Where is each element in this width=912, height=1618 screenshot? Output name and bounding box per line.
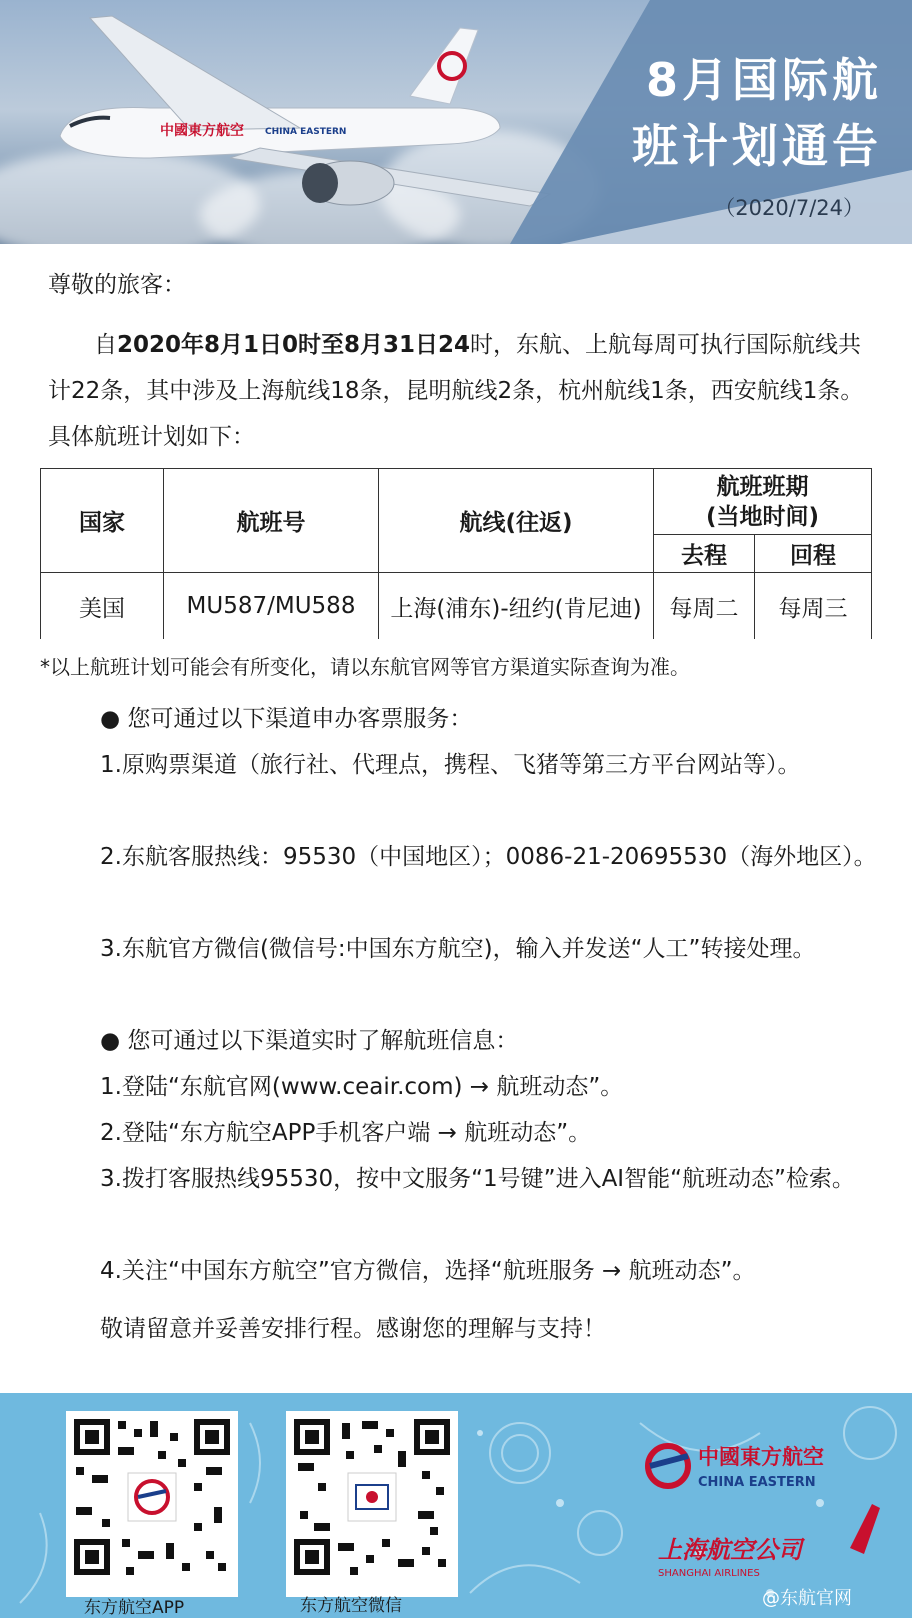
livery-cn-text: 中國東方航空 — [160, 123, 244, 139]
list-item: 1.登陆“东航官网(www.ceair.com) → 航班动态”。 — [100, 1074, 624, 1100]
header-schedule: 航班班期 (当地时间) — [654, 469, 872, 535]
list-item: 2.东航客服热线：95530（中国地区）；0086-21-20695530（海外地区）。 — [100, 844, 877, 870]
header-flight-no: 航班号 — [164, 469, 379, 573]
header-country: 国家 — [41, 469, 164, 573]
cell-route: 上海(浦东)-纽约(肯尼迪) — [379, 573, 654, 640]
date-range: 2020年8月1日0时至8月31日24 — [117, 332, 471, 358]
qr-app-label: 东方航空APP — [84, 1598, 185, 1618]
notice-date: （2020/7/24） — [714, 196, 864, 220]
china-eastern-logo — [642, 1408, 892, 1613]
intro-paragraph: 自2020年8月1日0时至8月31日24时，东航、上航每周可执行国际航线共计22条，其中涉及上海航线18条，昆明航线2条，杭州航线1条，西安航线1条。具体航班计划如下： — [48, 332, 864, 450]
livery-en-text: CHINA EASTERN — [265, 127, 347, 137]
disclaimer-note: *以上航班计划可能会有所变化，请以东航官网等官方渠道实际查询为准。 — [40, 655, 690, 679]
brand-en-text: CHINA EASTERN — [698, 1475, 816, 1490]
table-row — [41, 573, 872, 640]
closing-text: 敬请留意并妥善安排行程。感谢您的理解与支持！ — [100, 1316, 606, 1342]
qr-code-app[interactable] — [66, 1411, 238, 1597]
flight-info-heading: ● 您可通过以下渠道实时了解航班信息： — [100, 1028, 519, 1054]
sub-brand-en-text: SHANGHAI AIRLINES — [658, 1568, 760, 1579]
qr-wechat-label: 东方航空微信 — [300, 1596, 402, 1616]
list-item: 4.关注“中国东方航空”官方微信，选择“航班服务 → 航班动态”。 — [100, 1258, 756, 1284]
header-outbound: 去程 — [654, 535, 755, 573]
greeting: 尊敬的旅客： — [48, 272, 186, 298]
cell-flight-no: MU587/MU588 — [164, 573, 379, 640]
list-item: 3.拨打客服热线95530，按中文服务“1号键”进入AI智能“航班动态”检索。 — [100, 1166, 855, 1192]
cell-country: 美国 — [41, 573, 164, 640]
list-item: 3.东航官方微信(微信号:中国东方航空)，输入并发送“人工”转接处理。 — [100, 936, 816, 962]
crane-icon — [850, 1504, 880, 1554]
header-return: 回程 — [755, 535, 872, 573]
page-title-line2: 班计划通告 — [632, 119, 882, 173]
cell-return: 每周三 — [755, 573, 872, 640]
sub-brand-cn-text: 上海航空公司 — [658, 1535, 802, 1564]
list-item: 2.登陆“东方航空APP手机客户端 → 航班动态”。 — [100, 1120, 592, 1146]
cell-outbound: 每周二 — [654, 573, 755, 640]
page-title-line1: 8月国际航 — [645, 53, 882, 107]
brand-cn-text: 中國東方航空 — [698, 1445, 824, 1469]
qr-code-icon — [286, 1411, 458, 1583]
qr-code-icon — [66, 1411, 238, 1583]
header-route: 航线(往返) — [379, 469, 654, 573]
qr-code-wechat[interactable] — [286, 1411, 458, 1597]
header-banner — [0, 0, 912, 244]
ticket-services-heading: ● 您可通过以下渠道申办客票服务： — [100, 706, 473, 732]
watermark: @东航官网 — [762, 1588, 852, 1609]
list-item: 1.原购票渠道（旅行社、代理点，携程、飞猪等第三方平台网站等）。 — [100, 752, 801, 778]
flight-schedule-table — [40, 468, 872, 639]
